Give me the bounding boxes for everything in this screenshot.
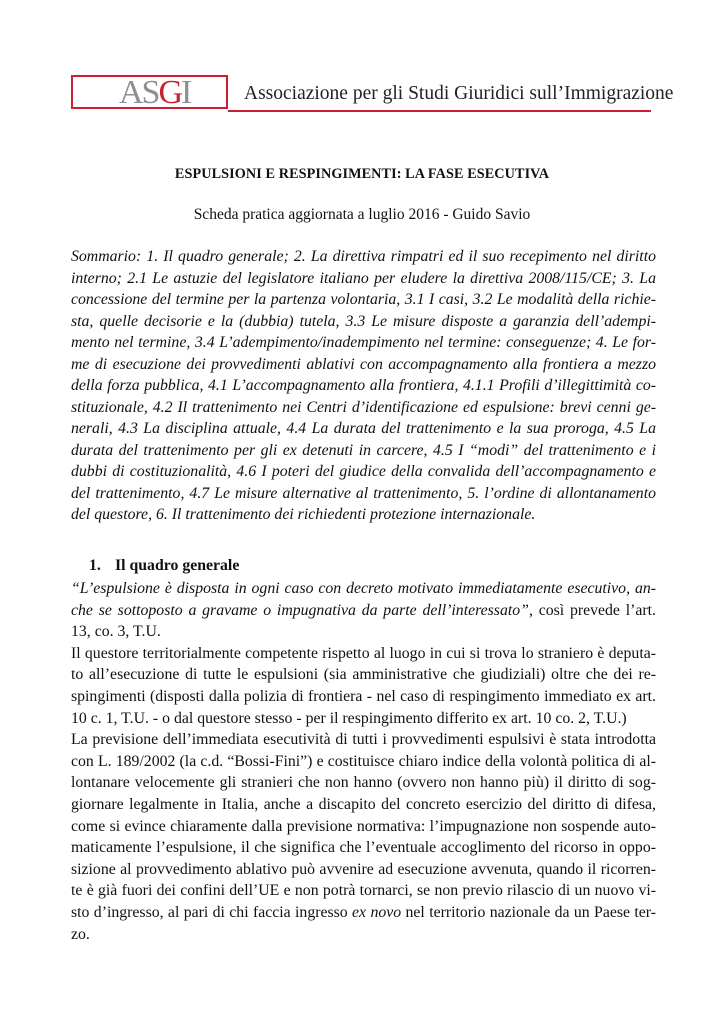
association-name: Associazione per gli Studi Giuridici sull’Immigrazione <box>244 83 674 104</box>
body-line: “L’espulsione è disposta in ogni caso con decreto motivato immediatamente esecutivo, an- <box>71 580 656 597</box>
summary-line: concessione del termine per la partenza volontaria, 3.1 I casi, 3.2 Le modalità della richie- <box>71 291 656 308</box>
body-line: 10 c. 1, T.U. - o dal questore stesso - per il respingimento differito ex art. 10 co. 2, T.U.) <box>71 709 627 727</box>
document-title: ESPULSIONI E RESPINGIMENTI: LA FASE ESECUTIVA <box>174 166 550 182</box>
summary-line: della forza pubblica, 4.1 L’accompagnamento alla frontiera, 4.1.1 Profili d’illegittimità co- <box>71 377 656 394</box>
body-line: sizione al provvedimento ablativo può avvenire ad esecuzione avvenuta, quando il ricorren- <box>71 860 656 878</box>
body-line: 13, co. 3, T.U. <box>71 623 161 641</box>
summary-line: del questore, 6. Il trattenimento dei richiedenti protezione internazionale. <box>71 506 536 523</box>
header-rule <box>228 110 651 112</box>
summary-line: mento nel termine, 3.4 L’adempimento/inadempimento nel termine: conseguenze; 4. Le for- <box>71 334 656 351</box>
body-fragment: sto d’ingresso, al pari di chi faccia ingresso <box>71 903 353 921</box>
body-line <box>71 902 656 924</box>
summary-line: interno; 2.1 Le astuzie del legislatore italiano per eludere la direttiva 2008/115/CE; 3. La <box>71 269 656 287</box>
body-line: Il questore territorialmente competente rispetto al luogo in cui si trova lo straniero è deputa- <box>71 644 656 662</box>
summary-line: sta, quelle decisorie e la (dubbia) tutela, 3.3 Le misure disposte a garanzia dell’adempi- <box>71 312 656 330</box>
body-line: to all’esecuzione di tutte le espulsioni (sia amministrative che giudiziali) oltre che dei re- <box>71 666 656 684</box>
asgi-logo <box>71 75 228 109</box>
body-line: giornare legalmente in Italia, anche a discapito del concreto esercizio del diritto di difesa, <box>71 795 656 813</box>
section-heading <box>89 557 239 575</box>
body-text <box>71 578 656 945</box>
latin-term: ex novo <box>352 903 402 921</box>
summary-line: nerali, 4.3 La disciplina attuale, 4.4 La durata del trattenimento e la sua proroga, 4.5 La <box>71 420 656 437</box>
body-line: lontanare velocemente gli stranieri che non hanno (ovvero non hanno più) il diritto di sog- <box>71 774 656 792</box>
summary-line: dubbi di costituzionalità, 4.6 I poteri del giudice della convalida dell’accompagnamento e <box>71 463 656 480</box>
summary-line: durata del trattenimento per gli ex detenuti in carcere, 4.5 I “modi” del trattenimento e i <box>71 441 656 459</box>
section-title: Il quadro generale <box>115 557 240 574</box>
body-line: con L. 189/2002 (la c.d. “Bossi-Fini”) e costituisce chiaro indice della volontà politica di al- <box>71 752 656 770</box>
body-line: come si evince chiaramente dalla previsione normativa: l’impugnazione non sospende auto- <box>71 817 656 835</box>
document-subtitle: Scheda pratica aggiornata a luglio 2016 - Guido Savio <box>193 206 531 223</box>
quote-tail: , così prevede l’art. <box>528 601 656 619</box>
summary <box>71 246 656 526</box>
summary-line: Sommario: 1. Il quadro generale; 2. La direttiva rimpatri ed il suo recepimento nel diritto <box>71 248 656 265</box>
body-line: zo. <box>71 925 90 943</box>
quote-italic: che se sottoposto a gravame o impugnativa da parte dell’interessato” <box>71 601 529 619</box>
body-fragment: nel territorio nazionale da un Paese ter- <box>401 903 656 921</box>
letterhead <box>71 74 674 115</box>
section-number: 1. <box>89 557 101 574</box>
summary-line: me di esecuzione dei provvedimenti ablativi con accompagnamento alla frontiera a mezzo <box>71 355 656 373</box>
summary-line: del trattenimento, 4.7 Le misure alternative al trattenimento, 5. l’ordine di allontanamento <box>71 484 656 502</box>
logo-wordmark: ASGI <box>119 74 191 111</box>
body-line: te è già fuori dei confini dell’UE e non potrà tornarci, se non previo rilascio di un nuovo vi- <box>71 882 656 900</box>
body-line: spingimenti (disposti dalla polizia di frontiera - nel caso di respingimento immediato ex art. <box>71 687 656 705</box>
body-line: La previsione dell’immediata esecutività di tutti i provvedimenti espulsivi è stata introdotta <box>71 731 656 749</box>
body-line <box>71 600 656 622</box>
body-line: maticamente l’espulsione, il che significa che l’eventuale accoglimento del ricorso in oppo- <box>71 839 656 857</box>
summary-line: stituzionale, 4.2 Il trattenimento nei Centri d’identificazione ed espulsione: brevi cenni ge- <box>71 398 656 416</box>
